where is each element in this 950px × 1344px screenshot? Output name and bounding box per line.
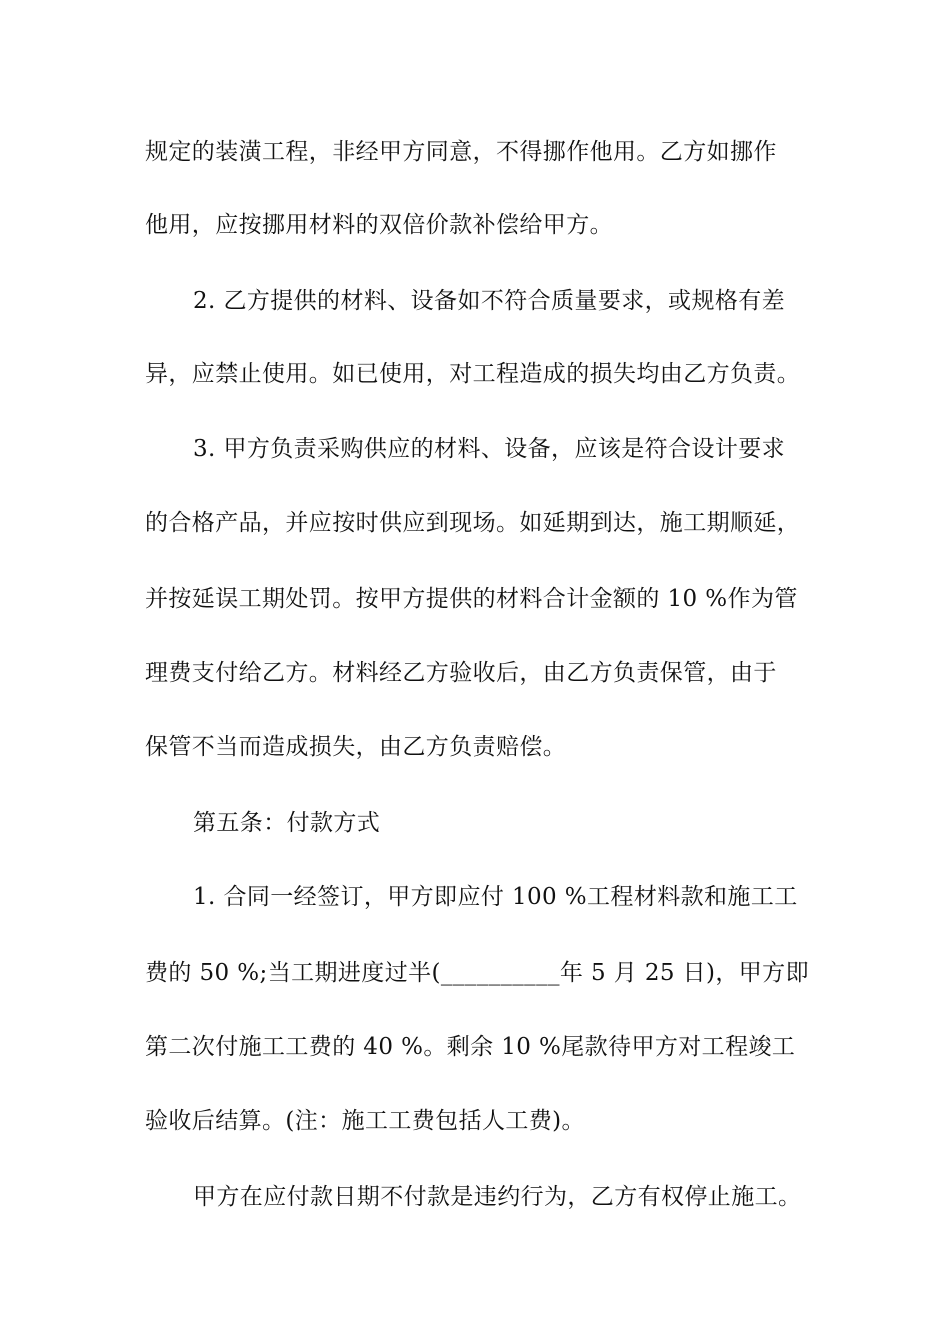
text-line: 并按延误工期处罚。按甲方提供的材料合计金额的 10 %作为管 bbox=[145, 586, 798, 612]
text-line: 2. 乙方提供的材料、设备如不符合质量要求，或规格有差 bbox=[193, 288, 786, 314]
text-line: 甲方在应付款日期不付款是违约行为，乙方有权停止施工。 bbox=[193, 1184, 802, 1210]
text-line: 异，应禁止使用。如已使用，对工程造成的损失均由乙方负责。 bbox=[145, 361, 801, 387]
text-line: 验收后结算。(注：施工工费包括人工费)。 bbox=[145, 1108, 585, 1134]
text-line: 1. 合同一经签订，甲方即应付 100 %工程材料款和施工工 bbox=[193, 884, 798, 910]
text-line: 3. 甲方负责采购供应的材料、设备，应该是符合设计要求 bbox=[193, 436, 786, 462]
text-line: 第二次付施工工费的 40 %。剩余 10 %尾款待甲方对工程竣工 bbox=[145, 1034, 796, 1060]
section-heading: 第五条：付款方式 bbox=[193, 810, 381, 836]
text-line: 费的 50 %;当工期进度过半(__________年 5 月 25 日)，甲方即 bbox=[145, 960, 809, 986]
text-line: 他用，应按挪用材料的双倍价款补偿给甲方。 bbox=[145, 212, 613, 238]
text-line: 保管不当而造成损失，由乙方负责赔偿。 bbox=[145, 734, 567, 760]
text-line: 规定的装潢工程，非经甲方同意，不得挪作他用。乙方如挪作 bbox=[145, 139, 777, 165]
text-line: 理费支付给乙方。材料经乙方验收后，由乙方负责保管，由于 bbox=[145, 660, 777, 686]
text-line: 的合格产品，并应按时供应到现场。如延期到达，施工期顺延， bbox=[145, 510, 801, 536]
